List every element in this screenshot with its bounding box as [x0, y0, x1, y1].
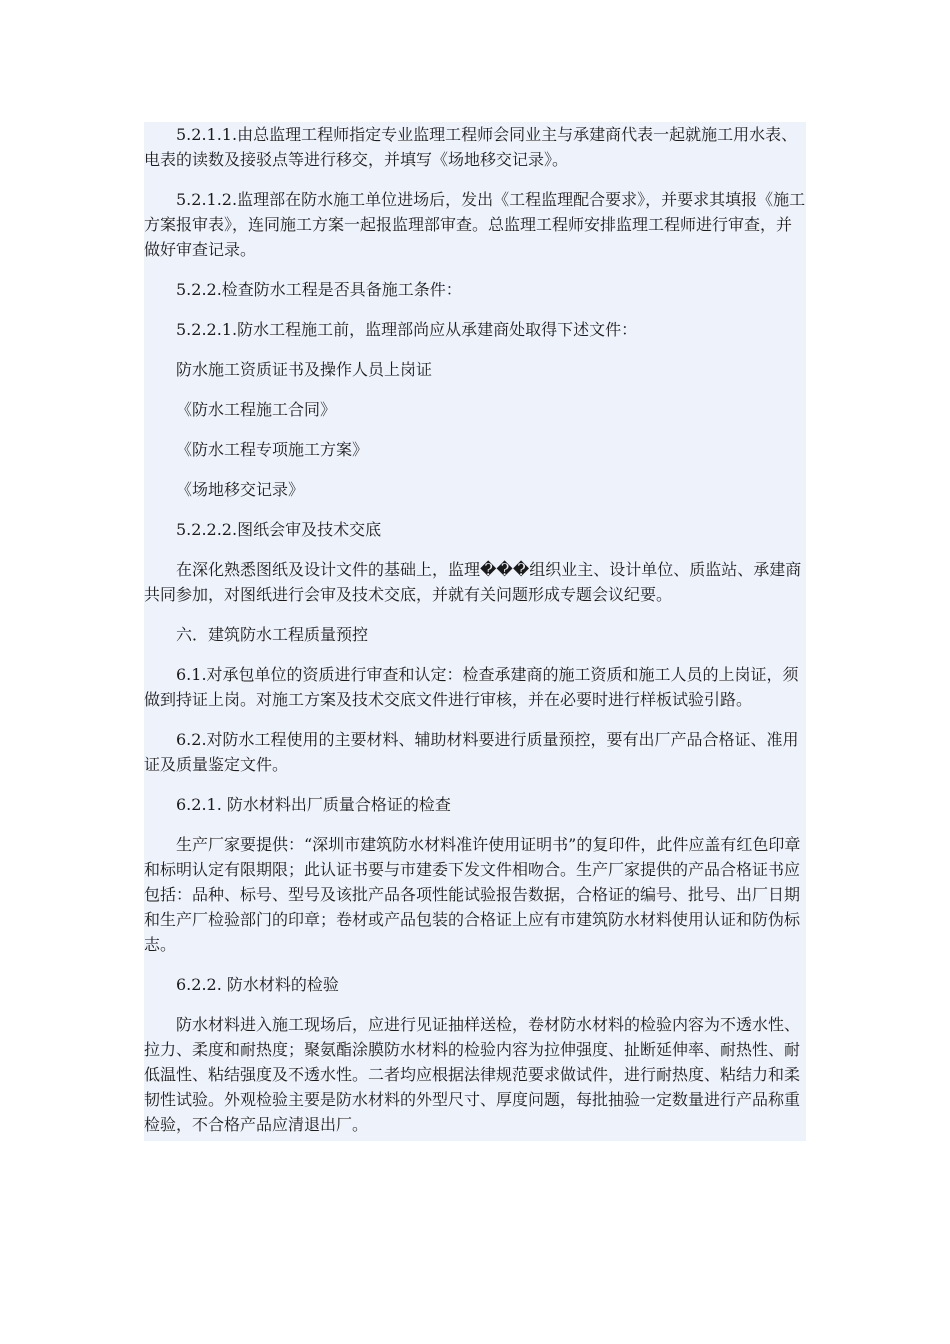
heading-5-2-2-2: 5.2.2.2.图纸会审及技术交底: [176, 520, 382, 539]
list-item-document: 《场地移交记录》: [176, 480, 305, 499]
section-heading-6: 六．建筑防水工程质量预控: [176, 625, 369, 644]
list-item-document: 防水施工资质证书及操作人员上岗证: [176, 360, 433, 379]
paragraph-5-2-1-1: 5.2.1.1.由总监理工程师指定专业监理工程师会同业主与承建商代表一起就施工用水表、电表的读数及接驳点等进行移交，并填写《场地移交记录》。: [144, 125, 798, 169]
list-item-document: 《防水工程专项施工方案》: [176, 440, 369, 459]
heading-5-2-2-1: 5.2.2.1.防水工程施工前，监理部尚应从承建商处取得下述文件：: [176, 320, 638, 339]
paragraph-drawing-review: 在深化熟悉图纸及设计文件的基础上，监理���组织业主、设计单位、质监站、承建商共同参加，对图纸进行会审及技术交底，并就有关问题形成专题会议纪要。: [144, 560, 802, 604]
paragraph-5-2-1-2: 5.2.1.2.监理部在防水施工单位进场后，发出《工程监理配合要求》，并要求其填报《施工方案报审表》，连同施工方案一起报监理部审查。总监理工程师安排监理工程师进行审查，并做好审查记录。: [144, 190, 806, 259]
list-item-document: 《防水工程施工合同》: [176, 400, 337, 419]
paragraph-material-testing: 防水材料进入施工现场后，应进行见证抽样送检，卷材防水材料的检验内容为不透水性、拉力、柔度和耐热度；聚氨酯涂膜防水材料的检验内容为拉伸强度、扯断延伸率、耐热性、耐低温性、粘结强度及不透水性。二者均应根据法律规范要求做试件，进行耐热度、粘结力和柔韧性试验。外观检验主要是防水材料的外型尺寸、厚度问题，每批抽验一定数量进行产品称重检验，不合格产品应清退出厂。: [144, 1015, 801, 1134]
heading-6-2-2: 6.2.2. 防水材料的检验: [176, 975, 339, 994]
heading-5-2-2: 5.2.2.检查防水工程是否具备施工条件：: [176, 280, 462, 299]
paragraph-certificate-check: 生产厂家要提供：“深圳市建筑防水材料准许使用证明书”的复印件，此件应盖有红色印章和标明认定有限期限；此认证书要与市建委下发文件相吻合。生产厂家提供的产品合格证书应包括：品种、标号、型号及该批产品各项性能试验报告数据，合格证的编号、批号、出厂日期和生产厂检验部门的印章；卷材或产品包装的合格证上应有市建筑防水材料使用认证和防伪标志。: [144, 835, 801, 954]
paragraph-6-2: 6.2.对防水工程使用的主要材料、辅助材料要进行质量预控，要有出厂产品合格证、准用证及质量鉴定文件。: [144, 730, 799, 774]
document-body: [144, 122, 806, 1141]
heading-6-2-1: 6.2.1. 防水材料出厂质量合格证的检查: [176, 795, 451, 814]
paragraph-6-1: 6.1.对承包单位的资质进行审查和认定：检查承建商的施工资质和施工人员的上岗证，须做到持证上岗。对施工方案及技术交底文件进行审核，并在必要时进行样板试验引路。: [144, 665, 799, 709]
